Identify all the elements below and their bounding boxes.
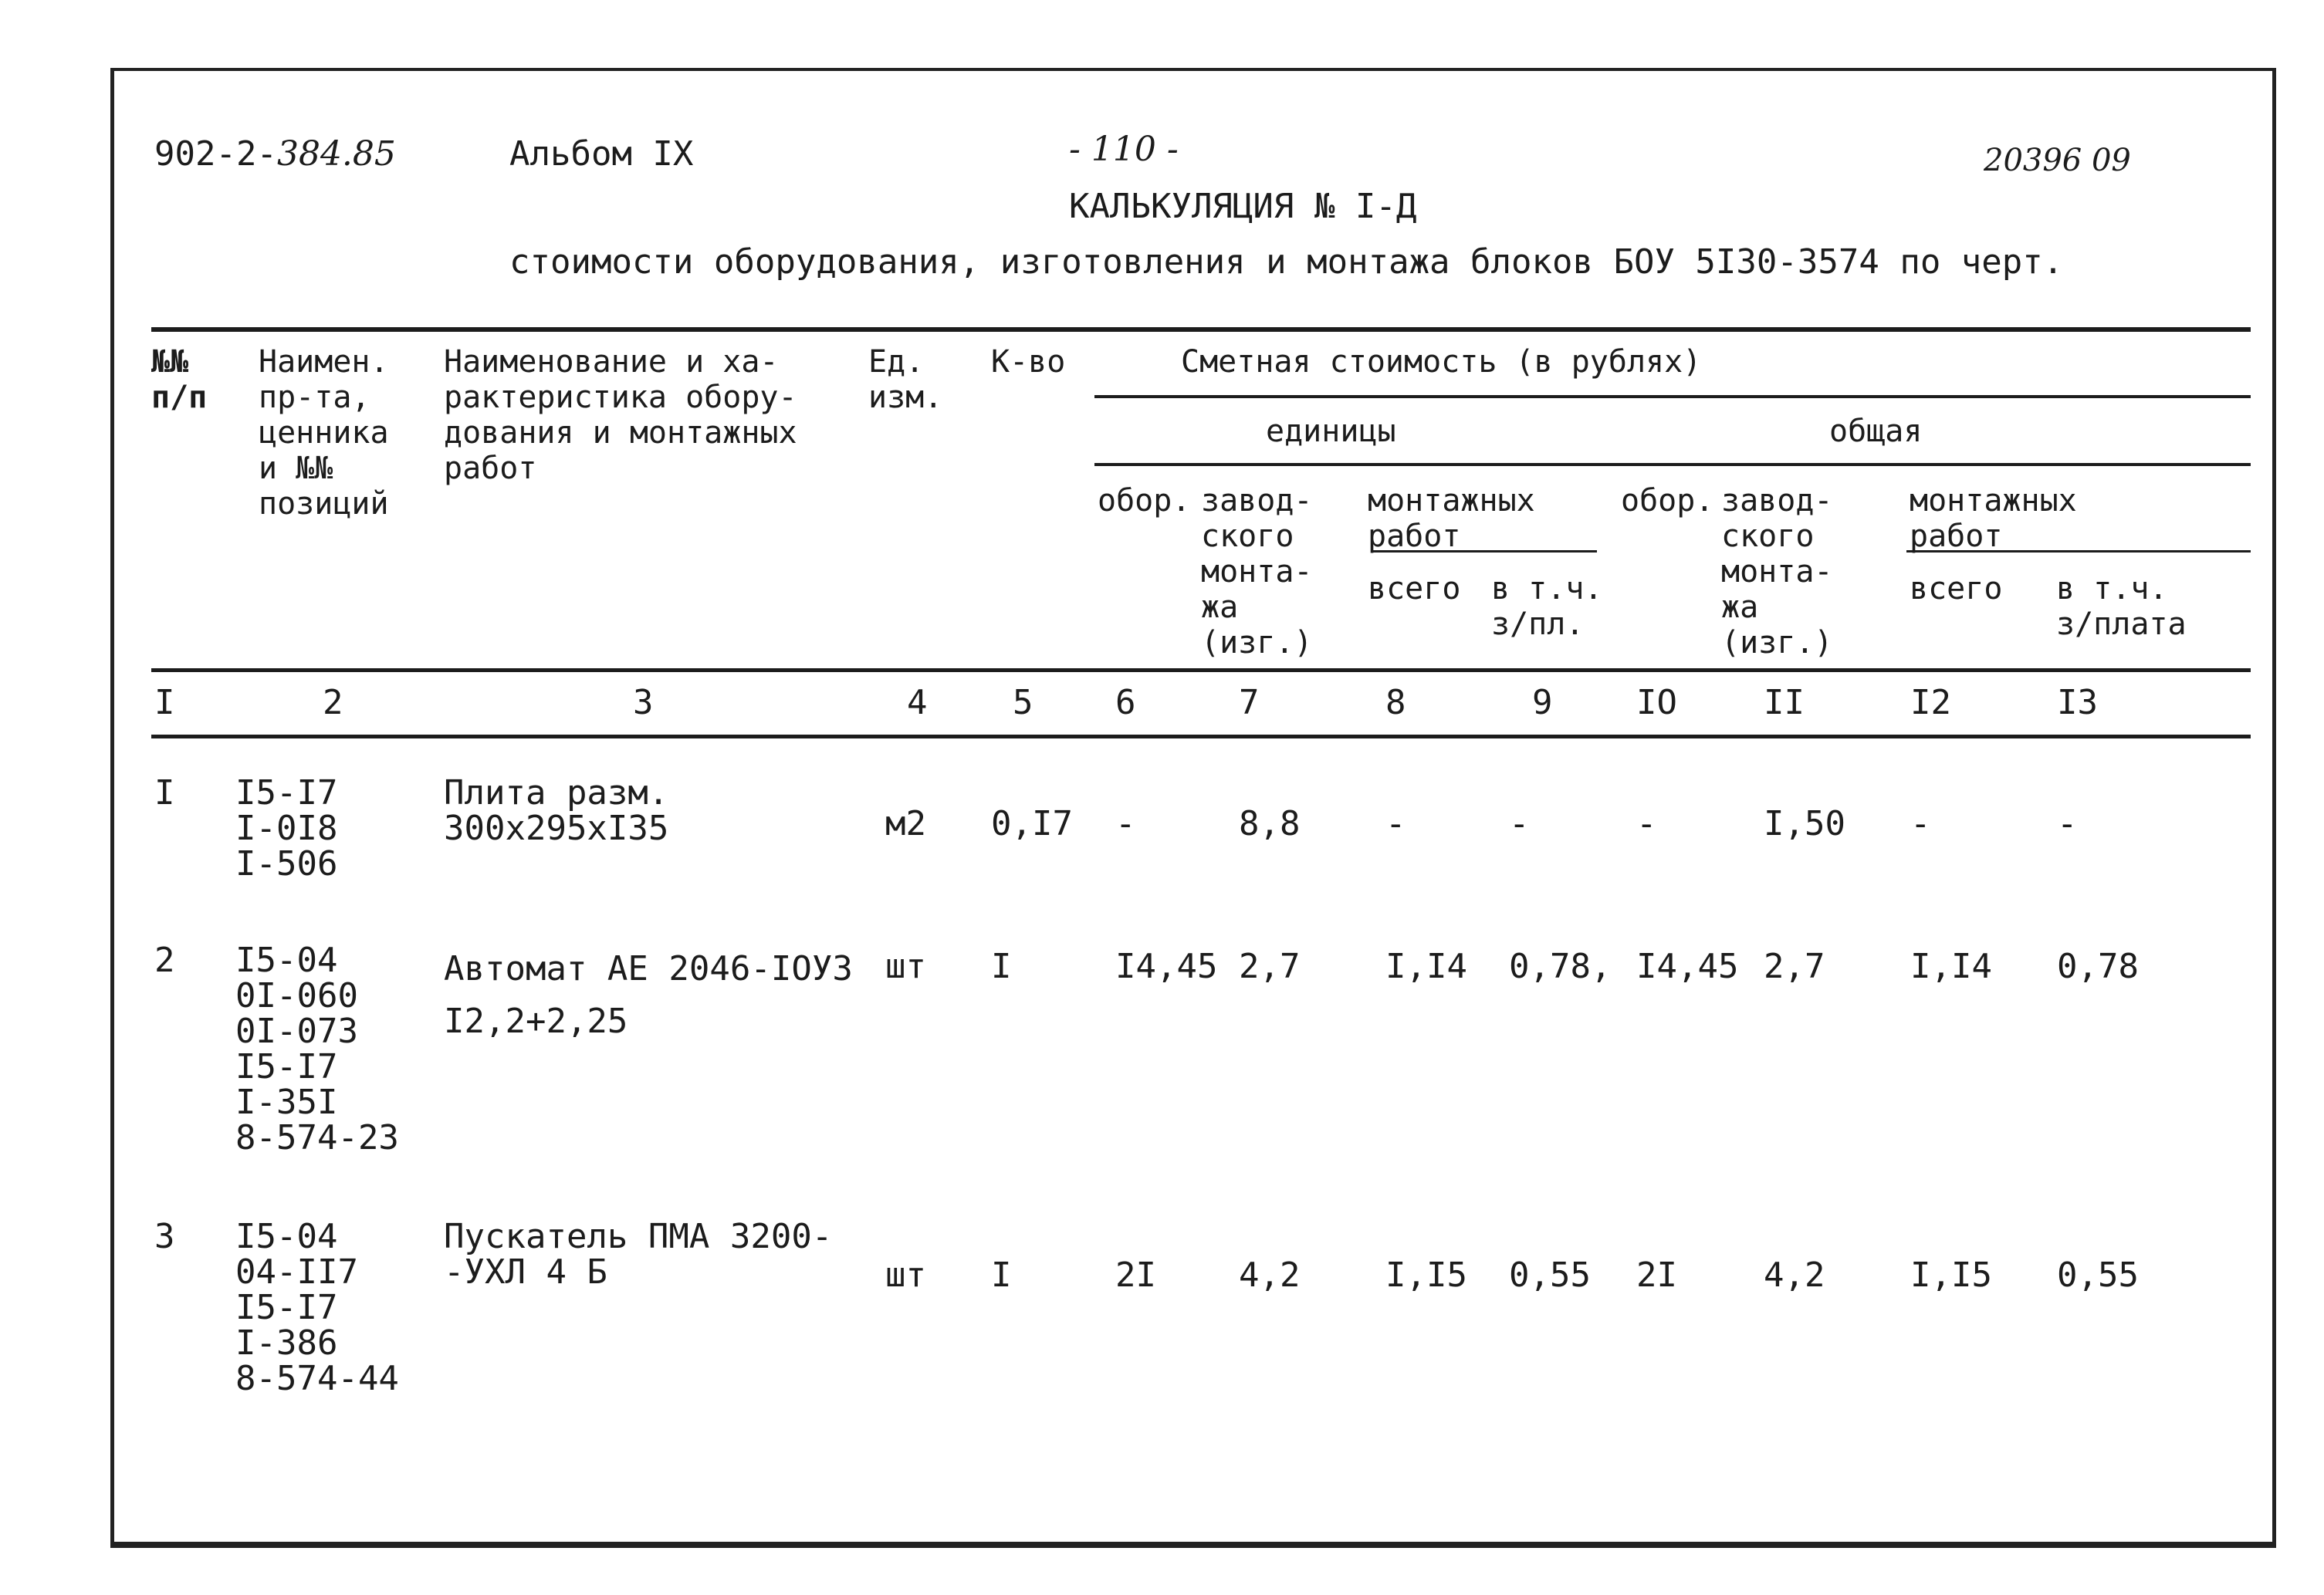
row-num: I (154, 773, 175, 813)
col-number-6: 6 (1115, 683, 1136, 722)
col-number-1: I (154, 683, 175, 722)
col-header-estimate: Сметная стоимость (в рублях) (1181, 344, 1702, 380)
row-factory-total: 2,7 (1764, 947, 1825, 986)
header-bottom-rule (151, 668, 2251, 672)
row-factory-unit: 4,2 (1239, 1255, 1301, 1295)
col-header-install-unit: монтажных работ (1368, 483, 1535, 554)
row-equip-unit: - (1115, 804, 1136, 843)
col-number-8: 8 (1385, 683, 1406, 722)
col-header-unit: Ед. изм. (868, 344, 943, 415)
col-header-install-wage-unit: в т.ч. з/пл. (1491, 571, 1603, 642)
col-header-factory-total: завод- ского монта- жа (изг.) (1721, 483, 1833, 661)
col-number-12: I2 (1910, 683, 1951, 722)
col-header-code: Наимен. пр-та, ценника и №№ позиций (259, 344, 389, 522)
row-qty: 0,I7 (991, 804, 1073, 843)
estimate-rule (1094, 395, 2251, 398)
col-number-13: I3 (2057, 683, 2098, 722)
row-wage-total: 0,78 (2057, 947, 2139, 986)
col-header-qty: К-во (991, 344, 1066, 380)
row-equip-unit: 2I (1115, 1255, 1156, 1295)
row-install-total: - (1910, 804, 1931, 843)
col-number-5: 5 (1013, 683, 1033, 722)
col-number-7: 7 (1239, 683, 1260, 722)
col-header-install-total-unit: всего (1368, 571, 1461, 607)
row-factory-unit: 2,7 (1239, 947, 1301, 986)
row-unit: шт (885, 1255, 926, 1295)
col-number-2: 2 (323, 683, 343, 722)
row-wage-unit: - (1509, 804, 1530, 843)
row-equip-unit: I4,45 (1115, 947, 1218, 986)
col-header-unit-cost: единицы (1266, 414, 1396, 449)
row-wage-total: 0,55 (2057, 1255, 2139, 1295)
unit-total-rule (1094, 463, 2251, 466)
row-unit: шт (885, 947, 926, 986)
row-code: I5-04 0I-060 0I-073 I5-I7 I-35I 8-574-23 (235, 941, 399, 1157)
col-header-equip-unit: обор. (1098, 483, 1191, 519)
col-number-10: IO (1636, 683, 1677, 722)
row-qty: I (991, 947, 1012, 986)
col-number-9: 9 (1532, 683, 1553, 722)
row-factory-total: I,50 (1764, 804, 1845, 843)
col-header-install-wage-total: в т.ч. з/плата (2056, 571, 2187, 642)
row-equip-total: - (1636, 804, 1657, 843)
row-name: Автомат АЕ 2046-IOУЗ I2,2+2,25 (444, 949, 853, 1041)
row-factory-total: 4,2 (1764, 1255, 1825, 1295)
row-equip-total: I4,45 (1636, 947, 1739, 986)
doc-code-handwritten: 384.85 (276, 134, 396, 174)
col-header-name: Наименование и ха- рактеристика обору- дования и монтажных работ (444, 344, 797, 486)
row-unit: м2 (885, 804, 926, 843)
page-frame (110, 68, 2276, 1548)
col-header-equip-total: обор. (1621, 483, 1714, 519)
col-header-install-total: монтажных работ (1910, 483, 2077, 554)
col-number-4: 4 (907, 683, 928, 722)
row-install-total: I,I4 (1910, 947, 1992, 986)
row-equip-total: 2I (1636, 1255, 1677, 1295)
row-code: I5-I7 I-0I8 I-506 (235, 773, 338, 884)
row-code: I5-04 04-II7 I5-I7 I-386 8-574-44 (235, 1217, 399, 1398)
row-factory-unit: 8,8 (1239, 804, 1301, 843)
row-wage-unit: 0,55 (1509, 1255, 1591, 1295)
doc-code-print: 902-2- (154, 134, 277, 174)
col-header-factory-unit: завод- ского монта- жа (изг.) (1201, 483, 1313, 661)
row-install-unit: I,I4 (1385, 947, 1467, 986)
table-top-rule (151, 327, 2251, 332)
album-label: Альбом IX (509, 134, 694, 174)
numbers-bottom-rule (151, 735, 2251, 738)
col-header-num: №№ п/п (151, 344, 208, 415)
calc-subtitle: стоимости оборудования, изготовления и монтажа блоков БОУ 5I30-3574 по черт. (509, 242, 2064, 282)
doc-code (154, 134, 396, 174)
row-wage-total: - (2057, 804, 2078, 843)
doc-number: 20396 09 (1984, 143, 2131, 178)
row-num: 2 (154, 941, 175, 980)
page-number: - 110 - (1069, 130, 1179, 169)
row-wage-unit: 0,78, (1509, 947, 1612, 986)
col-header-install-total-all: всего (1910, 571, 2003, 607)
row-qty: I (991, 1255, 1012, 1295)
col-number-11: II (1764, 683, 1805, 722)
row-name: Пускатель ПМА 3200- -УХЛ 4 Б (444, 1217, 833, 1292)
row-num: 3 (154, 1217, 175, 1256)
calc-title: КАЛЬКУЛЯЦИЯ № I-Д (1069, 187, 1417, 226)
col-number-3: 3 (633, 683, 654, 722)
row-install-unit: I,I5 (1385, 1255, 1467, 1295)
row-install-total: I,I5 (1910, 1255, 1992, 1295)
row-install-unit: - (1385, 804, 1406, 843)
row-name: Плита разм. 300x295xI35 (444, 773, 669, 848)
col-header-total-cost: общая (1829, 414, 1923, 449)
